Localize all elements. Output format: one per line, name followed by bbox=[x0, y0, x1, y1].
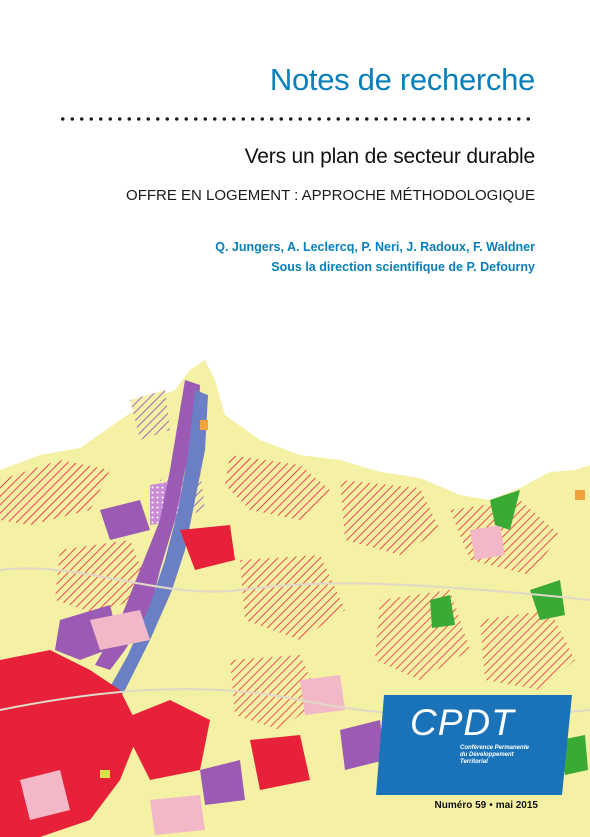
issue-separator: • bbox=[489, 800, 493, 811]
cpdt-logo-caption bbox=[460, 745, 550, 766]
issue-number: Numéro 59 bbox=[434, 800, 487, 811]
scientific-direction: Sous la direction scientifique de P. Defourny bbox=[271, 260, 535, 274]
issue-date: mai 2015 bbox=[495, 800, 538, 811]
dotted-separator bbox=[58, 116, 534, 122]
issue-info bbox=[435, 800, 538, 811]
logo-caption-line-1: Conférence Permanente bbox=[460, 745, 530, 751]
logo-caption-line-3: Territorial bbox=[460, 759, 488, 765]
main-title: Vers un plan de secteur durable bbox=[244, 145, 535, 168]
authors: Q. Jungers, A. Leclercq, P. Neri, J. Radoux, F. Waldner bbox=[215, 240, 535, 254]
logo-caption-line-2: du Développement bbox=[460, 752, 514, 758]
cpdt-logo-text: CPDT bbox=[410, 702, 515, 743]
subtitle: OFFRE EN LOGEMENT : APPROCHE MÉTHODOLOGIQUE bbox=[126, 187, 535, 204]
series-title: Notes de recherche bbox=[269, 62, 535, 97]
